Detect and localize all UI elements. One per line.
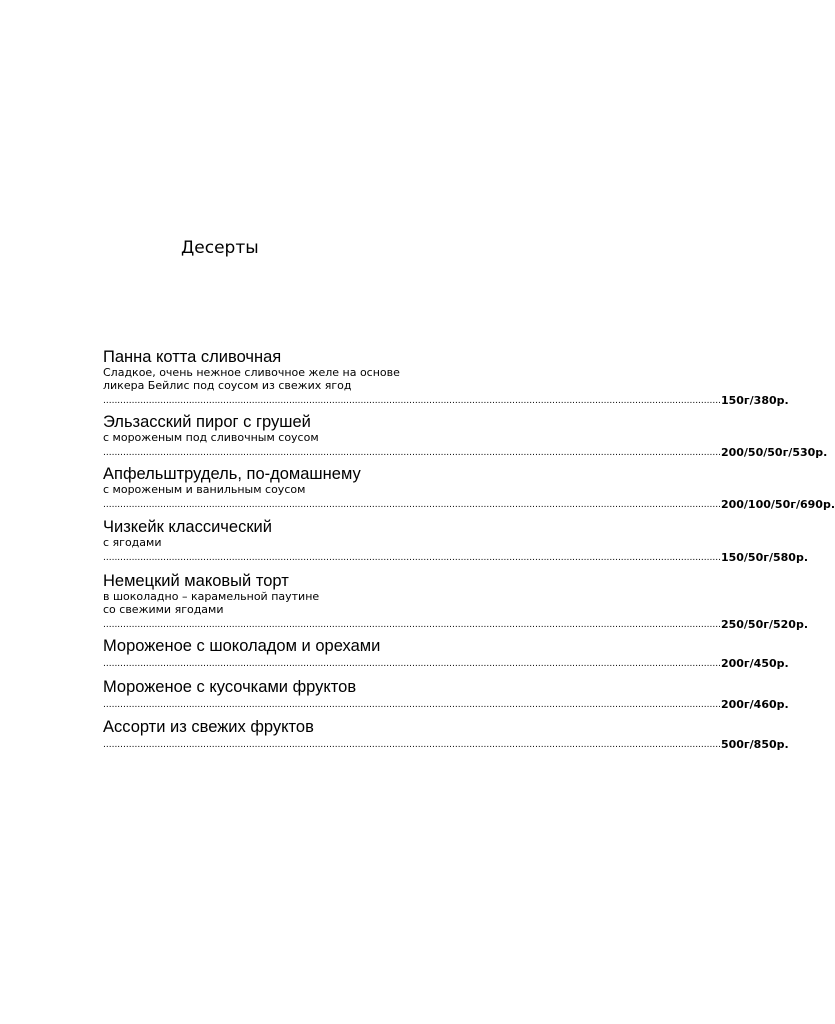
- item-price: 150г/380р.: [720, 394, 789, 407]
- menu-item: [103, 348, 789, 407]
- page-title: Десерты: [181, 238, 259, 258]
- item-description: со свежими ягодами: [103, 603, 224, 616]
- item-price: 200г/460р.: [720, 698, 789, 711]
- dot-leader: ........................................................................................................................................................................................................................: [103, 448, 721, 458]
- dot-leader: ........................................................................................................................................................................................................................: [103, 500, 721, 510]
- item-description: Сладкое, очень нежное сливочное желе на основе: [103, 366, 400, 379]
- item-description: с мороженым под сливочным соусом: [103, 431, 319, 444]
- price-line: [103, 393, 789, 407]
- dot-leader: ........................................................................................................................................................................................................................: [103, 620, 721, 630]
- item-price: 200/100/50г/690р.: [720, 498, 835, 511]
- menu-item: [103, 718, 789, 751]
- dot-leader: ........................................................................................................................................................................................................................: [103, 740, 721, 750]
- dot-leader: ........................................................................................................................................................................................................................: [103, 700, 721, 710]
- item-description: ликера Бейлис под соусом из свежих ягод: [103, 379, 352, 392]
- price-line: [103, 656, 789, 670]
- menu-item: [103, 413, 828, 459]
- item-name: Эльзасский пирог с грушей: [103, 413, 311, 431]
- dot-leader: ........................................................................................................................................................................................................................: [103, 396, 721, 406]
- item-name: Мороженое с кусочками фруктов: [103, 678, 357, 696]
- item-price: 150/50г/580р.: [720, 551, 809, 564]
- item-price: 500г/850р.: [720, 738, 789, 751]
- item-name: Мороженое с шоколадом и орехами: [103, 637, 381, 655]
- item-price: 250/50г/520р.: [720, 618, 809, 631]
- price-line: [103, 737, 789, 751]
- item-description: с ягодами: [103, 536, 162, 549]
- menu-item: [103, 465, 835, 511]
- item-name: Ассорти из свежих фруктов: [103, 718, 314, 736]
- item-description: в шоколадно – карамельной паутине: [103, 590, 320, 603]
- dot-leader: ........................................................................................................................................................................................................................: [103, 659, 721, 669]
- dot-leader: ........................................................................................................................................................................................................................: [103, 553, 721, 563]
- item-name: Апфельштрудель, по-домашнему: [103, 465, 361, 483]
- item-name: Немецкий маковый торт: [103, 572, 289, 590]
- menu-item: [103, 572, 809, 631]
- price-line: [103, 550, 809, 564]
- price-line: [103, 697, 789, 711]
- menu-item: [103, 678, 789, 711]
- item-price: 200г/450р.: [720, 657, 789, 670]
- price-line: [103, 617, 809, 631]
- price-line: [103, 497, 835, 511]
- price-line: [103, 445, 828, 459]
- item-price: 200/50/50г/530р.: [720, 446, 828, 459]
- item-description: с мороженым и ванильным соусом: [103, 483, 306, 496]
- menu-item: [103, 637, 789, 670]
- menu-item: [103, 518, 809, 564]
- item-name: Чизкейк классический: [103, 518, 272, 536]
- item-name: Панна котта сливочная: [103, 348, 282, 366]
